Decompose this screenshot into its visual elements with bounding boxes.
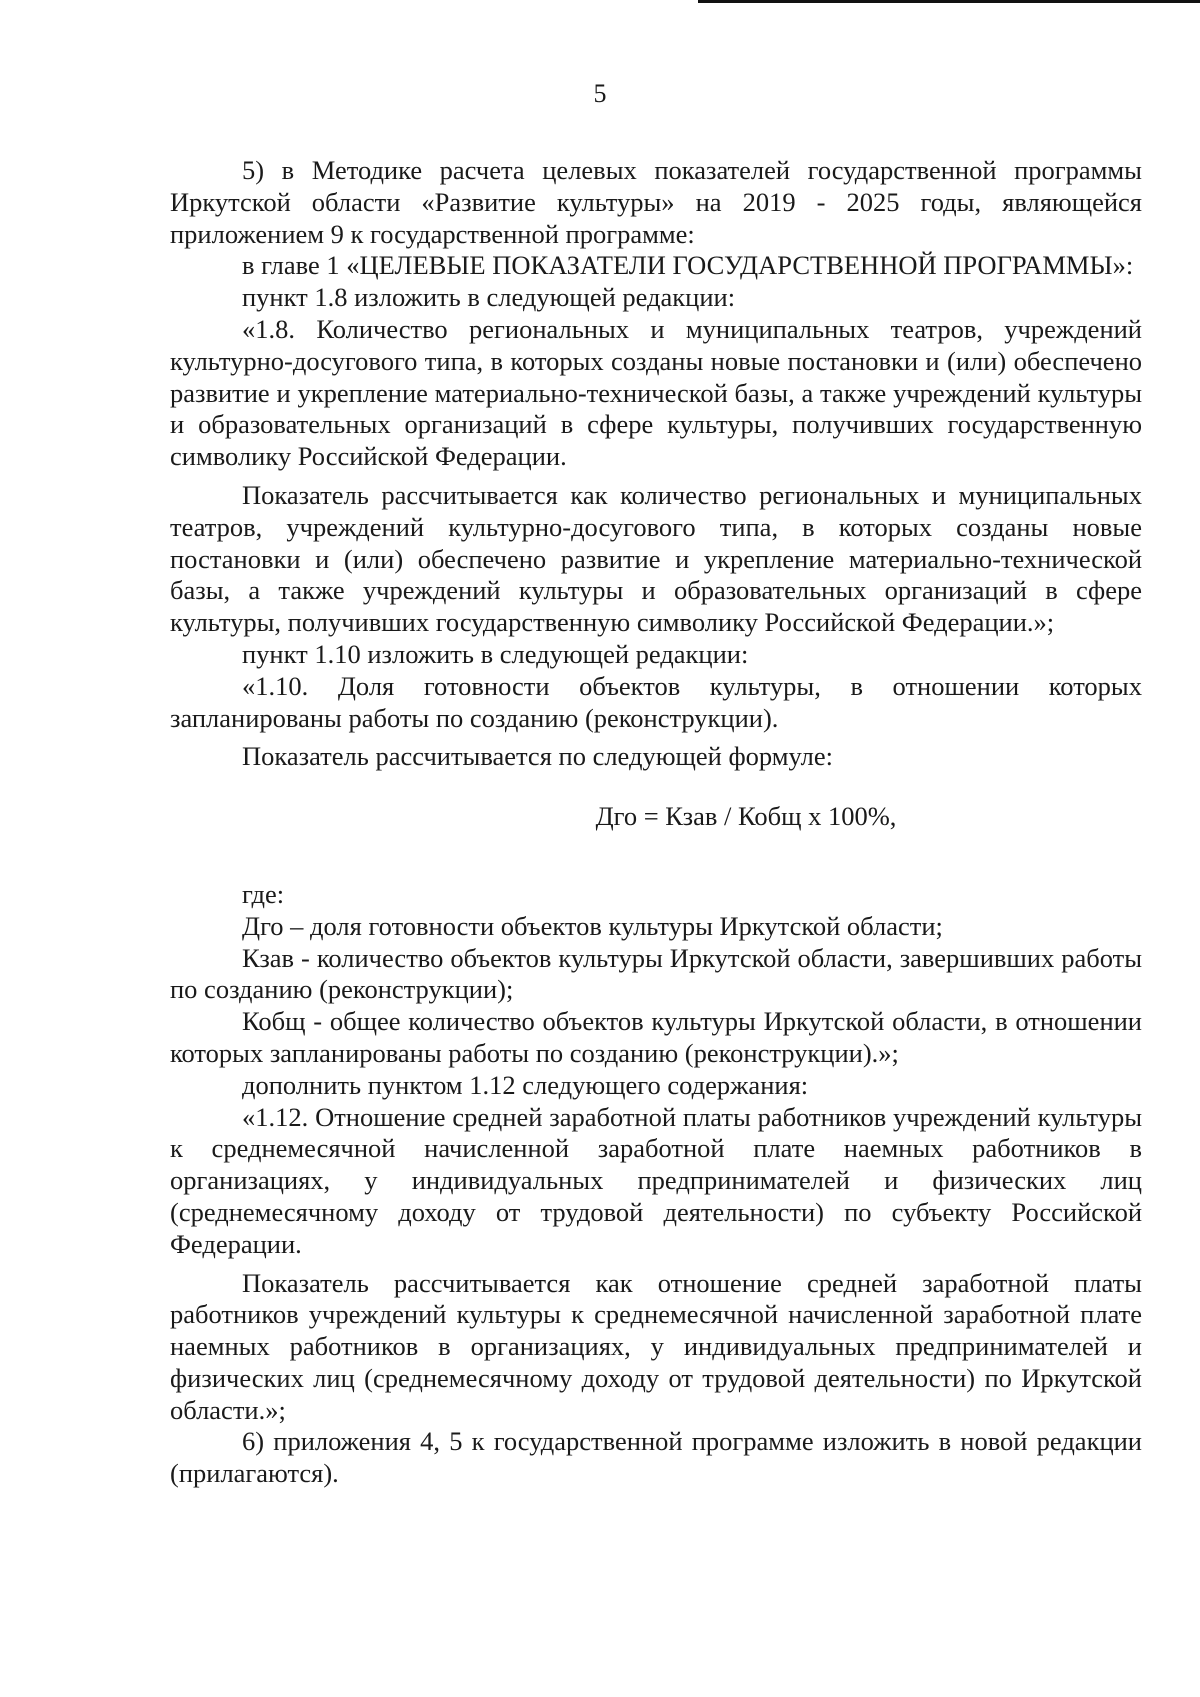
page-number: 5 [593, 79, 607, 108]
paragraph-kzav-definition: Кзав - количество объектов культуры Иркутской области, завершивших работы по созданию (реконструкции); [170, 942, 1142, 1005]
paragraph-point-1-10-intro: пункт 1.10 изложить в следующей редакции: [242, 638, 749, 669]
paragraph-point-1-12: «1.12. Отношение средней заработной платы работников учреждений культуры к среднемесячной начисленной заработной плате наемных работников в организациях, у индивидуальных предпринимателей и физических лиц (среднемесячному доходу от трудовой деятельности) по субъекту Российской Федерации. [170, 1101, 1142, 1259]
paragraph-formula-intro: Показатель рассчитывается по следующей формуле: [242, 741, 833, 772]
paragraph-point-1-8: «1.8. Количество региональных и муниципальных театров, учреждений культурно-досугового типа, в которых созданы новые постановки и (или) обеспечено развитие и укрепление материально-технической базы, а также учреждений культуры и образовательных организаций в сфере культуры, получивших государственную символику Российской Федерации. [170, 313, 1142, 472]
paragraph-point-1-8-intro: пункт 1.8 изложить в следующей редакции: [242, 282, 736, 313]
paragraph-dgo-definition: Дго – доля готовности объектов культуры Иркутской области; [242, 910, 943, 941]
paragraph-where: где: [242, 878, 285, 909]
formula: Дго = Кзав / Кобщ х 100%, [595, 801, 897, 832]
paragraph-point-1-10: «1.10. Доля готовности объектов культуры, в отношении которых запланированы работы по созданию (реконструкции). [170, 670, 1142, 733]
paragraph-point-1-12-intro: дополнить пунктом 1.12 следующего содержания: [242, 1069, 809, 1100]
paragraph-point-1-12-calc: Показатель рассчитывается как отношение средней заработной платы работников учреждений культуры к среднемесячной начисленной заработной плате наемных работников в организациях, у индивидуальных предпринимателей и физических лиц (среднемесячному доходу от трудовой деятельности) по Иркутской области.»; [170, 1267, 1142, 1425]
paragraph-item-5: 5) в Методике расчета целевых показателей государственной программы Иркутской области «Развитие культуры» на 2019 - 2025 годы, являющейся приложением 9 к государственной программе: [170, 155, 1142, 249]
paragraph-chapter-1: в главе 1 «ЦЕЛЕВЫЕ ПОКАЗАТЕЛИ ГОСУДАРСТВЕННОЙ ПРОГРАММЫ»: [242, 250, 1134, 281]
paragraph-point-1-8-calc: Показатель рассчитывается как количество региональных и муниципальных театров, учреждений культурно-досугового типа, в которых созданы новые постановки и (или) обеспечено развитие и укрепление материально-технической базы, а также учреждений культуры и образовательных организаций в сфере культуры, получивших государственную символику Российской Федерации.»; [170, 479, 1142, 638]
paragraph-kobshch-definition: Кобщ - общее количество объектов культуры Иркутской области, в отношении которых запланированы работы по созданию (реконструкции).»; [170, 1006, 1142, 1068]
top-rule [698, 0, 1200, 3]
paragraph-item-6: 6) приложения 4, 5 к государственной программе изложить в новой редакции (прилагаются). [170, 1426, 1142, 1489]
document-body [170, 155, 1142, 1490]
